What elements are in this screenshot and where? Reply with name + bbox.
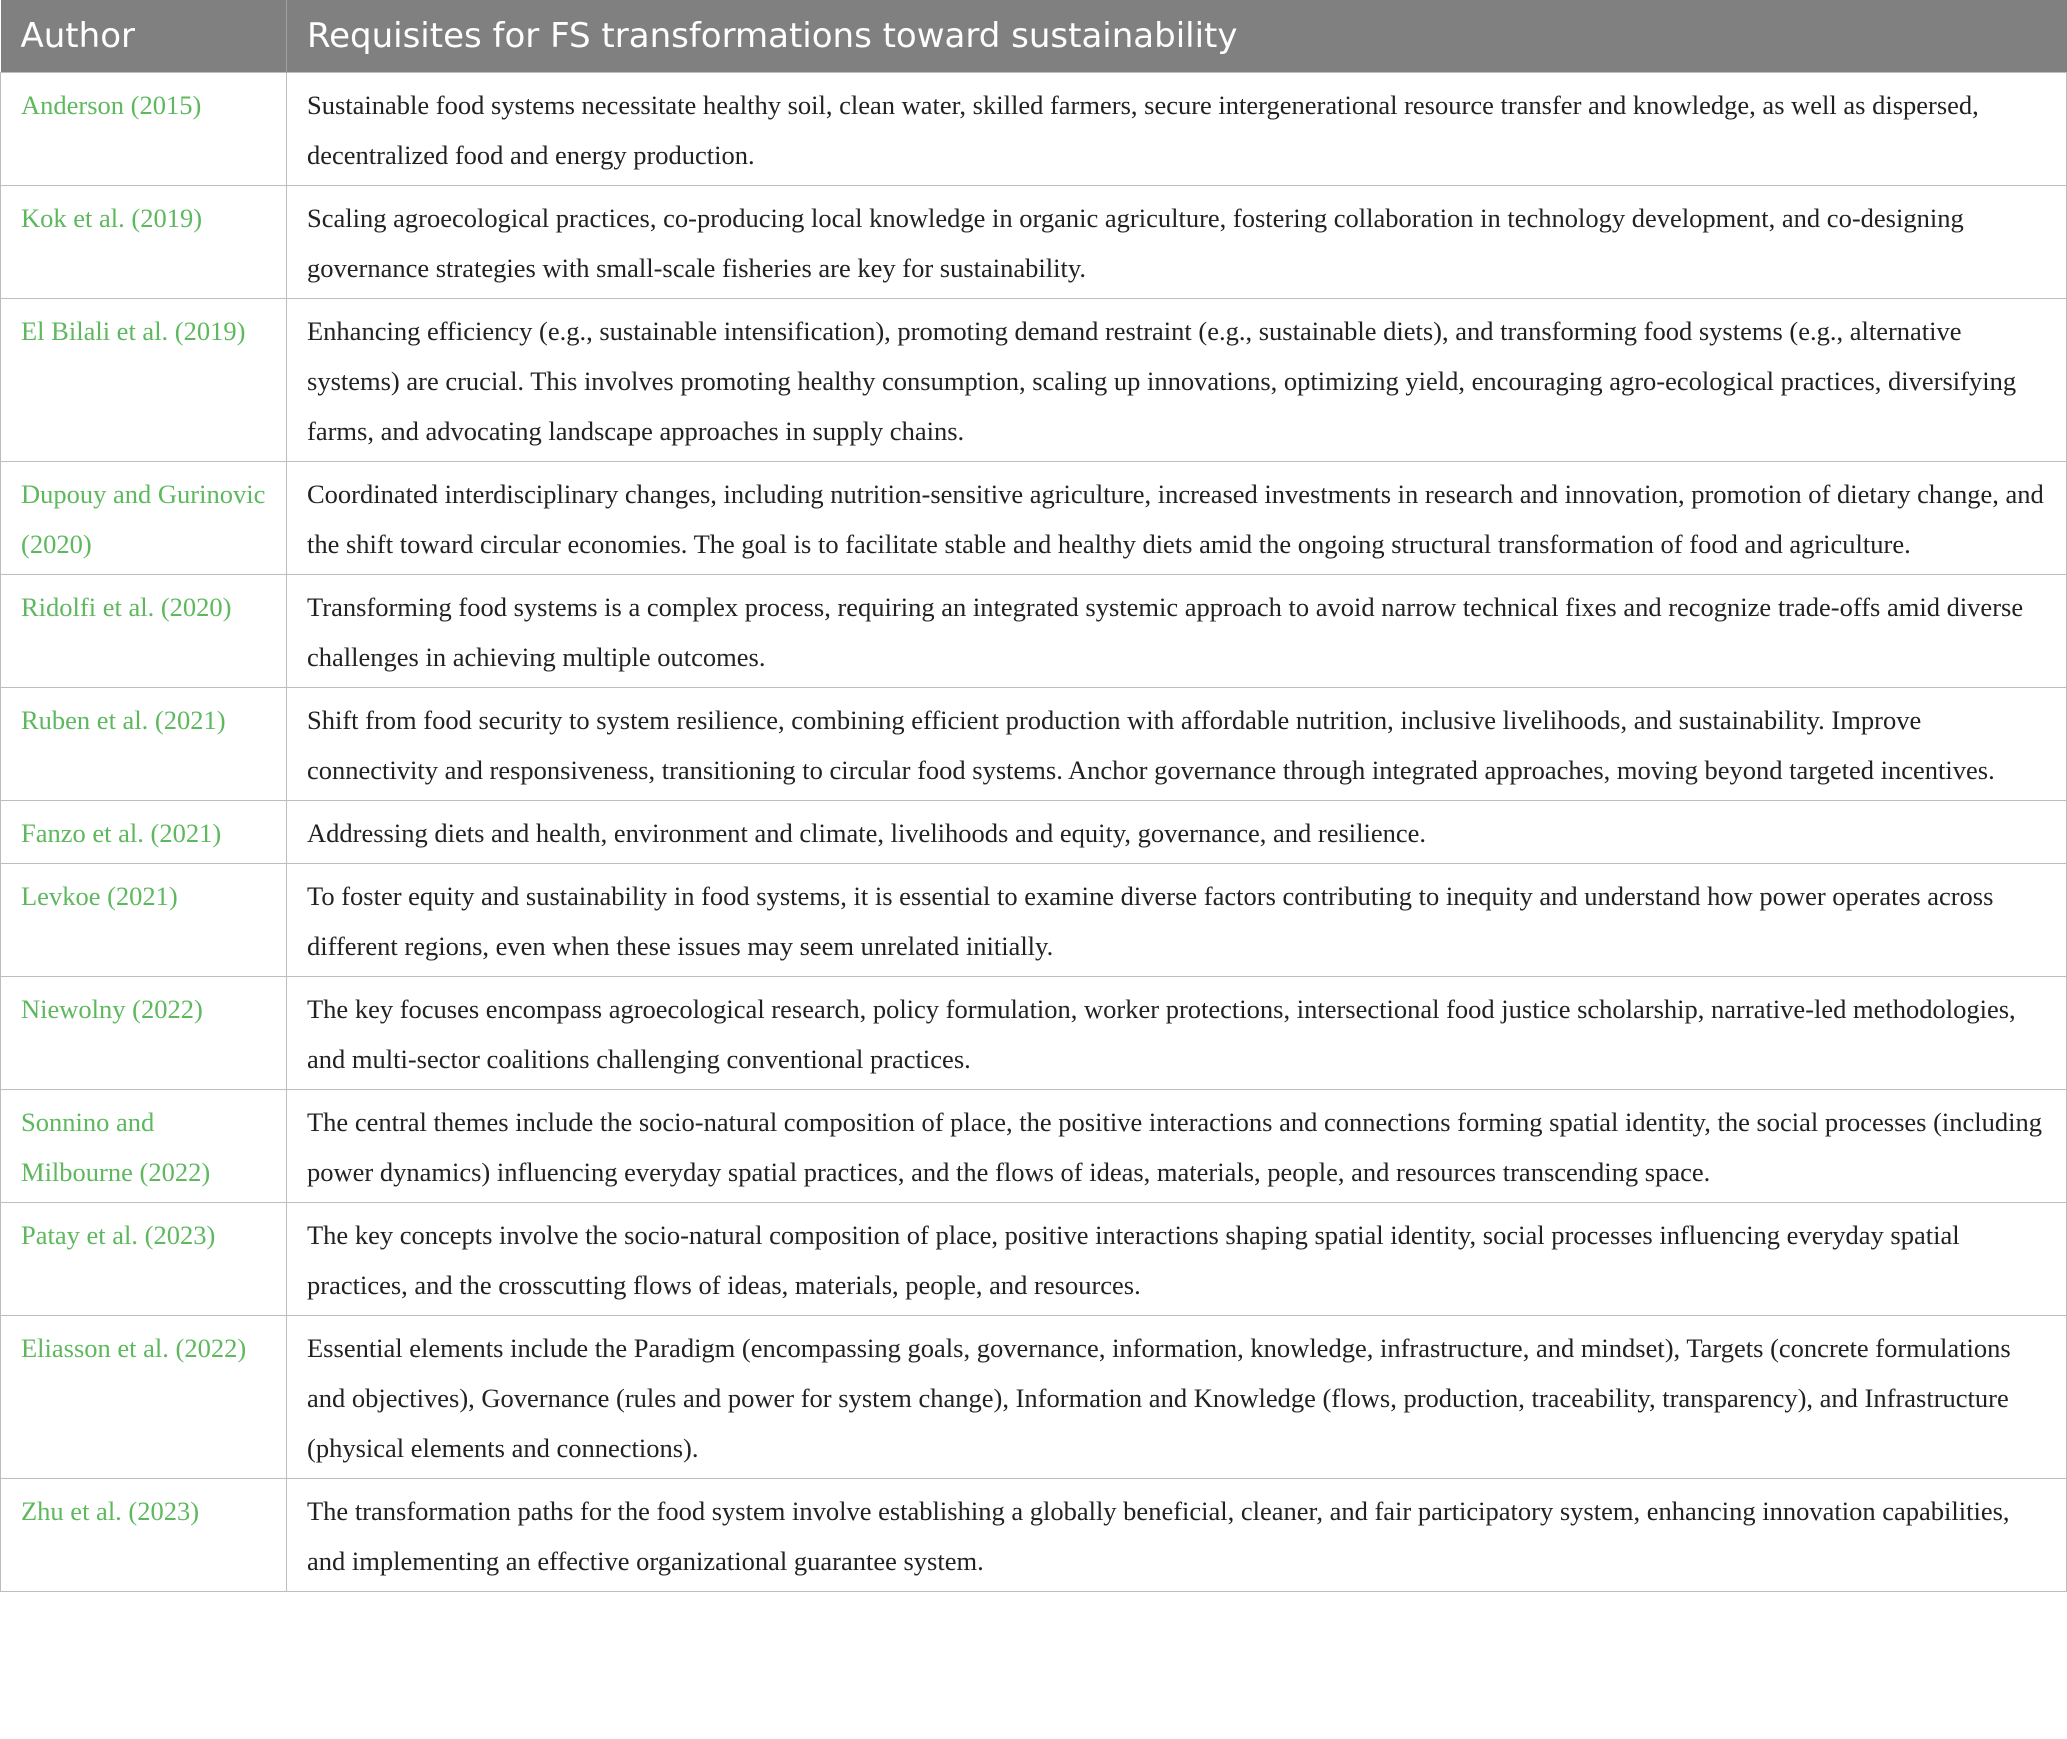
table-row xyxy=(1,575,2067,688)
author-link[interactable]: Ridolfi et al. (2020) xyxy=(1,575,287,688)
author-link[interactable]: Dupouy and Gurinovic (2020) xyxy=(1,462,287,575)
requisites-text: Shift from food security to system resilience, combining efficient production with affordable nutrition, inclusive livelihoods, and sustainability. Improve connectivity and responsiveness, transitioning to circular food systems. Anchor governance through integrated approaches, moving beyond targeted incentives. xyxy=(287,688,2067,801)
table-row xyxy=(1,1316,2067,1479)
table-row xyxy=(1,299,2067,462)
requisites-text: Sustainable food systems necessitate healthy soil, clean water, skilled farmers, secure intergenerational resource transfer and knowledge, as well as dispersed, decentralized food and energy production. xyxy=(287,73,2067,186)
requisites-text: Transforming food systems is a complex process, requiring an integrated systemic approach to avoid narrow technical fixes and recognize trade-offs amid diverse challenges in achieving multiple outcomes. xyxy=(287,575,2067,688)
table-row xyxy=(1,186,2067,299)
author-link[interactable]: Anderson (2015) xyxy=(1,73,287,186)
requisites-text: Scaling agroecological practices, co-producing local knowledge in organic agriculture, fostering collaboration in technology development, and co-designing governance strategies with small-scale fisheries are key for sustainability. xyxy=(287,186,2067,299)
author-link[interactable]: Kok et al. (2019) xyxy=(1,186,287,299)
requisites-text: Essential elements include the Paradigm (encompassing goals, governance, information, knowledge, infrastructure, and mindset), Targets (concrete formulations and objectives), Governance (rules and power for system change), Information and Knowledge (flows, production, traceability, transparency), and Infrastructure (physical elements and connections). xyxy=(287,1316,2067,1479)
author-link[interactable]: Sonnino and Milbourne (2022) xyxy=(1,1090,287,1203)
author-link[interactable]: Patay et al. (2023) xyxy=(1,1203,287,1316)
table-row xyxy=(1,1090,2067,1203)
requisites-text: The key concepts involve the socio-natural composition of place, positive interactions shaping spatial identity, social processes influencing everyday spatial practices, and the crosscutting flows of ideas, materials, people, and resources. xyxy=(287,1203,2067,1316)
header-author: Author xyxy=(1,0,287,73)
requisites-text: The central themes include the socio-natural composition of place, the positive interactions and connections forming spatial identity, the social processes (including power dynamics) influencing everyday spatial practices, and the flows of ideas, materials, people, and resources transcending space. xyxy=(287,1090,2067,1203)
requisites-text: Addressing diets and health, environment and climate, livelihoods and equity, governance, and resilience. xyxy=(287,801,2067,864)
author-link[interactable]: Ruben et al. (2021) xyxy=(1,688,287,801)
author-link[interactable]: El Bilali et al. (2019) xyxy=(1,299,287,462)
requisites-text: To foster equity and sustainability in food systems, it is essential to examine diverse factors contributing to inequity and understand how power operates across different regions, even when these issues may seem unrelated initially. xyxy=(287,864,2067,977)
table-row xyxy=(1,73,2067,186)
table-row xyxy=(1,688,2067,801)
table-row xyxy=(1,1479,2067,1592)
requisites-text: The key focuses encompass agroecological research, policy formulation, worker protections, intersectional food justice scholarship, narrative-led methodologies, and multi-sector coalitions challenging conventional practices. xyxy=(287,977,2067,1090)
author-link[interactable]: Zhu et al. (2023) xyxy=(1,1479,287,1592)
table-row xyxy=(1,462,2067,575)
author-link[interactable]: Niewolny (2022) xyxy=(1,977,287,1090)
author-link[interactable]: Eliasson et al. (2022) xyxy=(1,1316,287,1479)
requisites-text: The transformation paths for the food system involve establishing a globally beneficial, cleaner, and fair participatory system, enhancing innovation capabilities, and implementing an effective organizational guarantee system. xyxy=(287,1479,2067,1592)
author-link[interactable]: Fanzo et al. (2021) xyxy=(1,801,287,864)
table-row xyxy=(1,801,2067,864)
table-header-row xyxy=(1,0,2067,73)
requisites-text: Coordinated interdisciplinary changes, including nutrition-sensitive agriculture, increased investments in research and innovation, promotion of dietary change, and the shift toward circular economies. The goal is to facilitate stable and healthy diets amid the ongoing structural transformation of food and agriculture. xyxy=(287,462,2067,575)
requisites-text: Enhancing efficiency (e.g., sustainable intensification), promoting demand restraint (e.g., sustainable diets), and transforming food systems (e.g., alternative systems) are crucial. This involves promoting healthy consumption, scaling up innovations, optimizing yield, encouraging agro-ecological practices, diversifying farms, and advocating landscape approaches in supply chains. xyxy=(287,299,2067,462)
table-row xyxy=(1,1203,2067,1316)
table-row xyxy=(1,977,2067,1090)
table-row xyxy=(1,864,2067,977)
author-link[interactable]: Levkoe (2021) xyxy=(1,864,287,977)
header-requisites: Requisites for FS transformations toward sustainability xyxy=(287,0,2067,73)
